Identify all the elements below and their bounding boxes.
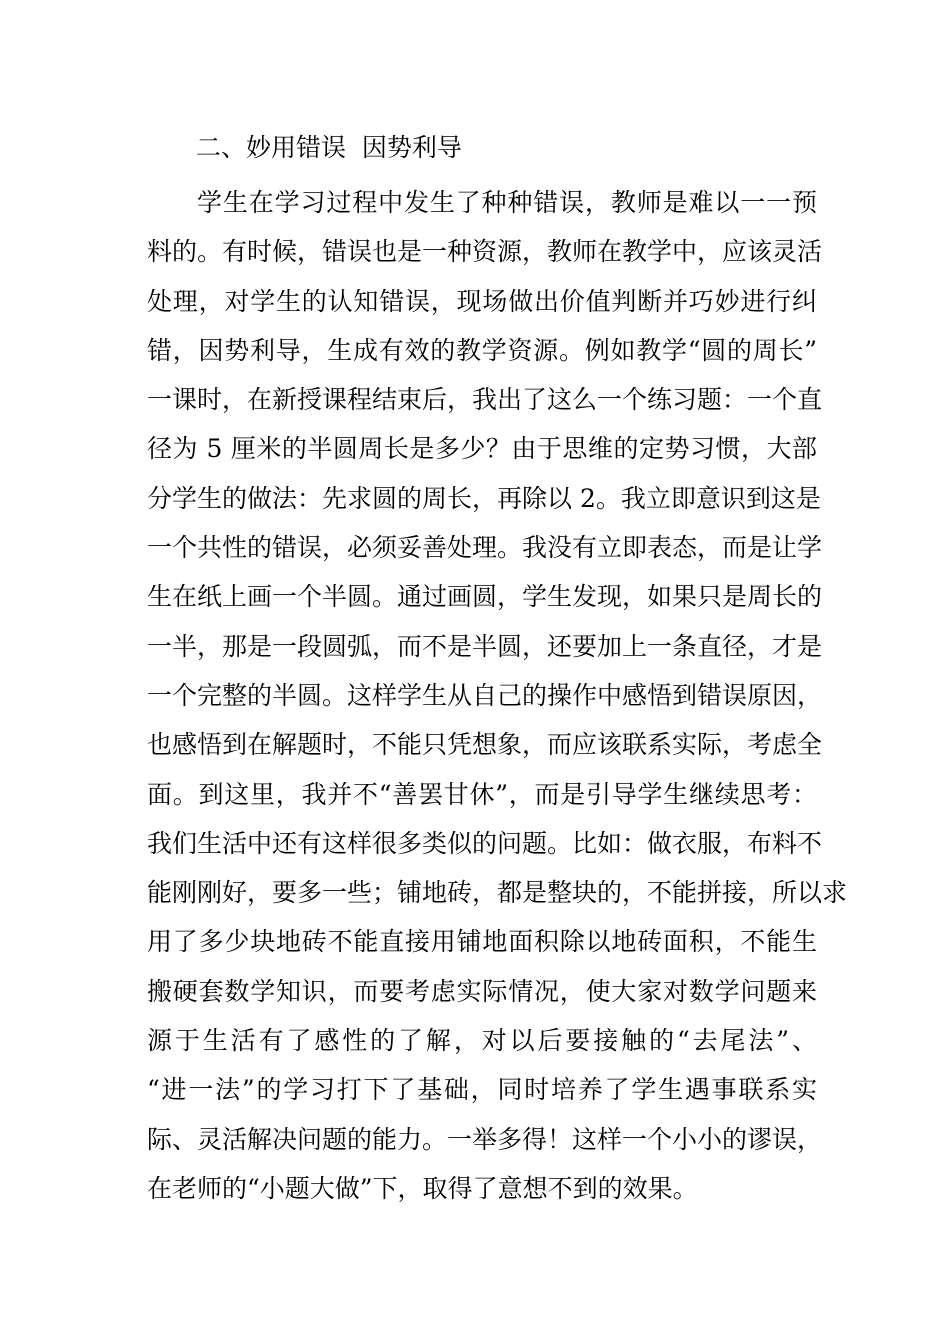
paragraph-line: 学生在学习过程中发生了种种错误，教师是难以一一预: [197, 188, 817, 217]
paragraph-line: 一个完整的半圆。这样学生从自己的操作中感悟到错误原因，: [147, 680, 823, 710]
paragraph-line: 用了多少块地砖不能直接用铺地面积除以地砖面积，不能生: [147, 927, 817, 957]
paragraph-line: 错，因势利导，生成有效的教学资源。例如教学“圆的周长”: [147, 335, 817, 365]
paragraph-line: 面。到这里，我并不“善罢甘休”，而是引导学生继续思考：: [147, 779, 817, 809]
paragraph-line: 分学生的做法：先求圆的周长，再除以 2。我立即意识到这是: [147, 483, 821, 513]
paragraph-line: 生在纸上画一个半圆。通过画圆，学生发现，如果只是周长的: [147, 582, 823, 612]
paragraph-line: 源于生活有了感性的了解，对以后要接触的“去尾法”、: [147, 1026, 817, 1056]
paragraph-line: 能刚刚好，要多一些；铺地砖，都是整块的，不能拼接，所以求: [147, 878, 848, 908]
paragraph-line: 搬硬套数学知识，而要考虑实际情况，使大家对数学问题来: [147, 976, 817, 1006]
paragraph-line: “进一法”的学习打下了基础，同时培养了学生遇事联系实: [147, 1075, 817, 1105]
paragraph-line: 也感悟到在解题时，不能只凭想象，而应该联系实际，考虑全: [147, 730, 823, 760]
paragraph-line: 在老师的“小题大做”下，取得了意想不到的效果。: [147, 1173, 698, 1203]
paragraph-line: 一个共性的错误，必须妥善处理。我没有立即表态，而是让学: [147, 533, 823, 563]
paragraph-line: 径为 5 厘米的半圆周长是多少？由于思维的定势习惯，大部: [147, 434, 817, 464]
paragraph-line: 一课时，在新授课程结束后，我出了这么一个练习题：一个直: [147, 385, 823, 415]
paragraph-line: 我们生活中还有这样很多类似的问题。比如：做衣服，布料不: [147, 828, 823, 858]
section-heading: 二、妙用错误 因势利导: [196, 133, 462, 162]
paragraph-line: 料的。有时候，错误也是一种资源，教师在教学中，应该灵活: [147, 237, 823, 267]
paragraph-line: 际、灵活解决问题的能力。一举多得！这样一个小小的谬误，: [147, 1124, 823, 1154]
paragraph-line: 一半，那是一段圆弧，而不是半圆，还要加上一条直径，才是: [147, 631, 823, 661]
body-paragraph: [147, 178, 848, 1213]
paragraph-line: 处理，对学生的认知错误，现场做出价值判断并巧妙进行纠: [147, 286, 817, 316]
